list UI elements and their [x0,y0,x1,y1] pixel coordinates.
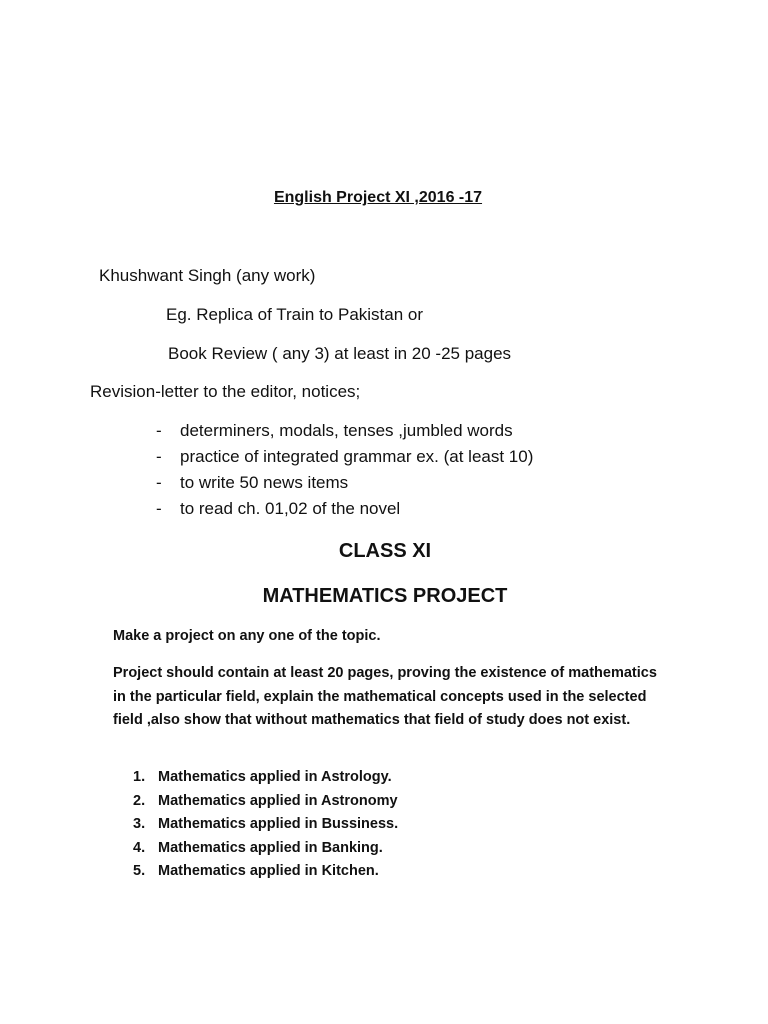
mathematics-project-heading: MATHEMATICS PROJECT [262,585,508,607]
book-review-line: Book Review ( any 3) at least in 20 -25 pages [168,344,512,363]
list-item-text: Mathematics applied in Banking. [158,839,383,856]
list-item [133,861,398,885]
author-line: Khushwant Singh (any work) [99,266,316,285]
list-item-text: Mathematics applied in Kitchen. [158,863,379,879]
list-item-text: Mathematics applied in Astrology. [158,769,392,785]
list-item [133,791,398,815]
list-item [156,498,533,524]
list-item [156,420,533,446]
english-project-title: English Project XI ,2016 -17 [273,189,483,206]
list-item [133,767,398,791]
dash-marker: - [156,499,162,518]
list-item-text: determiners, modals, tenses ,jumbled words [180,421,513,440]
example-line: Eg. Replica of Train to Pakistan or [166,305,424,324]
list-item-text: to write 50 news items [180,473,349,492]
list-item-text: Mathematics applied in Bussiness. [158,816,399,832]
dash-marker: - [156,473,162,492]
list-number: 5. [133,863,146,879]
list-item [156,446,533,472]
instruction-line: Make a project on any one of the topic. [113,628,381,644]
list-item [133,814,398,838]
revision-line: Revision-letter to the editor, notices; [90,382,361,401]
english-task-list [156,420,533,524]
list-item [133,838,398,862]
list-number: 3. [133,816,146,832]
list-item-text: to read ch. 01,02 of the novel [180,499,401,518]
list-number: 4. [133,839,146,856]
class-heading: CLASS XI [338,540,432,562]
math-topic-list [133,767,398,885]
list-number: 2. [133,792,146,809]
dash-marker: - [156,421,162,440]
list-item-text: practice of integrated grammar ex. (at least 10) [180,447,534,466]
project-description: Project should contain at least 20 pages, proving the existence of mathematics in the particular field, explain the mathematical concepts used in the selected field ,also show that without mathematics that field of study does not exist. [113,665,657,728]
dash-marker: - [156,447,162,466]
list-number: 1. [133,769,146,785]
list-item [156,472,533,498]
list-item-text: Mathematics applied in Astronomy [158,792,398,809]
